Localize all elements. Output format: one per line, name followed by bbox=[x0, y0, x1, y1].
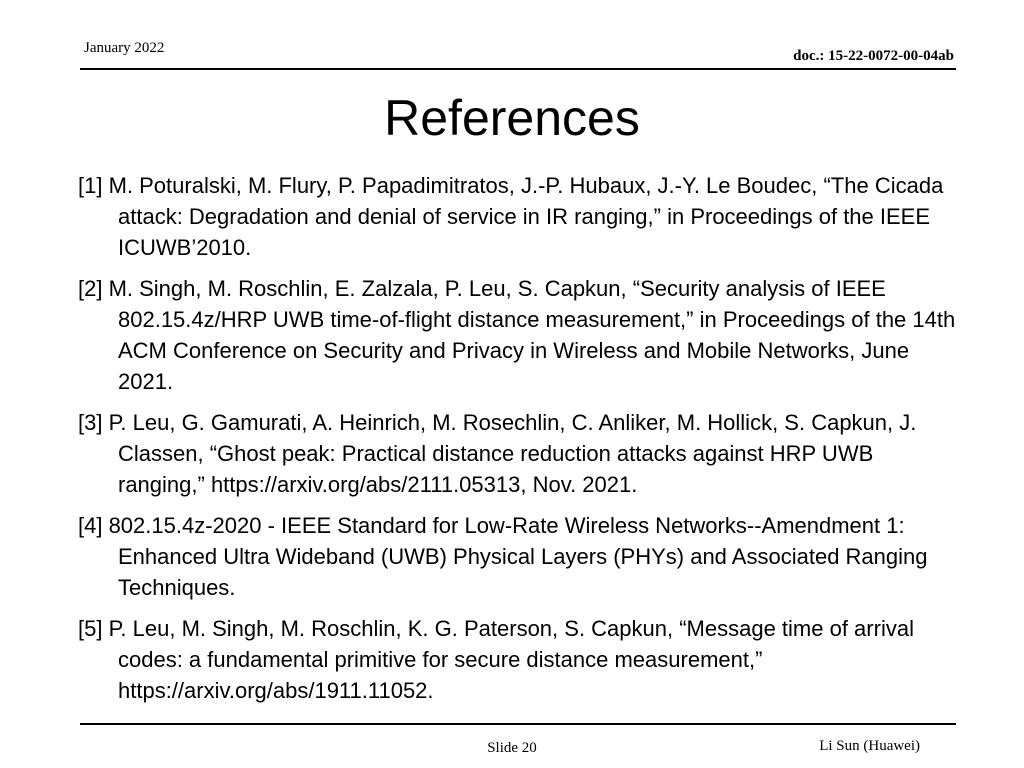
reference-item-5: [5] P. Leu, M. Singh, M. Roschlin, K. G. Paterson, S. Capkun, “Message time of arrival codes: a fundamental primitive for secure distance measurement,” https://arxiv.org/abs/1911.11052. bbox=[78, 616, 914, 703]
reference-item-1: [1] M. Poturalski, M. Flury, P. Papadimitratos, J.-P. Hubaux, J.-Y. Le Boudec, “The Cicada attack: Degradation and denial of service in IR ranging,” in Proceedings of the IEEE ICUWB’2010. bbox=[78, 173, 944, 260]
header-date: January 2022 bbox=[84, 40, 165, 56]
reference-item-3: [3] P. Leu, G. Gamurati, A. Heinrich, M. Rosechlin, C. Anliker, M. Hollick, S. Capkun, J. Classen, “Ghost peak: Practical distance reduction attacks against HRP UWB ranging,” https://arxiv.org/abs/2111.05313, Nov. 2021. bbox=[78, 410, 917, 497]
footer-author: Li Sun (Huawei) bbox=[819, 738, 920, 754]
header-divider bbox=[80, 68, 956, 70]
footer-divider bbox=[80, 723, 956, 725]
reference-list bbox=[78, 170, 958, 716]
slide-title: References bbox=[384, 90, 640, 146]
reference-item-4: [4] 802.15.4z-2020 - IEEE Standard for Low-Rate Wireless Networks--Amendment 1: Enhanced Ultra Wideband (UWB) Physical Layers (PHYs) and Associated Ranging Techniques. bbox=[78, 513, 928, 600]
document-id: doc.: 15-22-0072-00-04ab bbox=[793, 48, 954, 64]
reference-item-2: [2] M. Singh, M. Roschlin, E. Zalzala, P. Leu, S. Capkun, “Security analysis of IEEE 802.15.4z/HRP UWB time-of-flight distance measurement,” in Proceedings of the 14th ACM Conference on Security and Privacy in Wireless and Mobile Networks, June 2021. bbox=[78, 276, 956, 394]
slide-number: Slide 20 bbox=[487, 740, 537, 756]
